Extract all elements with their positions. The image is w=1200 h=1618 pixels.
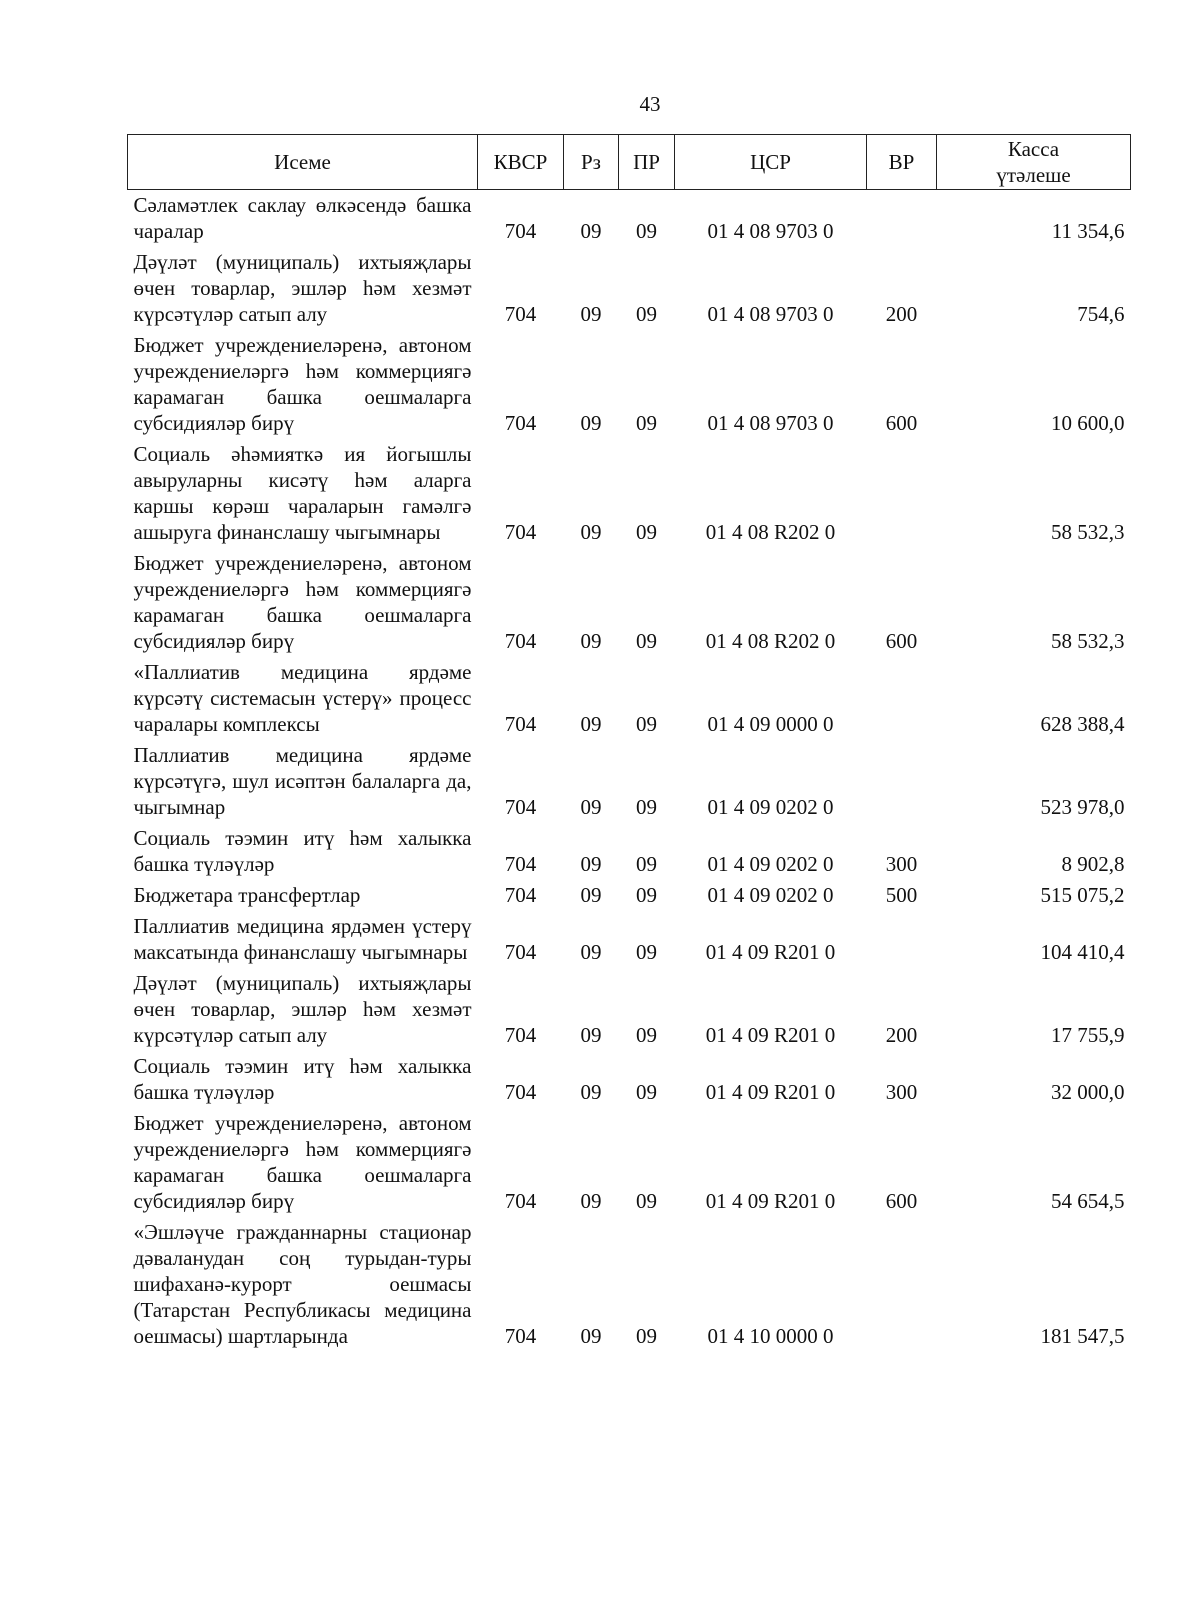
cell-vr: 200 bbox=[885, 302, 918, 326]
cell-name: Бюджетара трансфертлар bbox=[133, 883, 361, 907]
cell-name: Социаль тәэмин итү һәм халыкка башка түләүләр bbox=[133, 826, 472, 876]
cell-pr: 09 bbox=[636, 1324, 657, 1348]
cell-amount: 17 755,9 bbox=[1051, 1023, 1125, 1047]
header-rz: Рз bbox=[564, 135, 619, 190]
cell-amount: 515 075,2 bbox=[1040, 883, 1125, 907]
page-number-text: 43 bbox=[639, 92, 661, 116]
cell-csr: 01 4 08 R202 0 bbox=[705, 520, 836, 544]
cell-kvsr: 704 bbox=[504, 411, 537, 435]
cell-amount: 10 600,0 bbox=[1051, 411, 1125, 435]
cell-kvsr: 704 bbox=[504, 1324, 537, 1348]
table-row bbox=[128, 247, 1131, 330]
table-row bbox=[128, 880, 1131, 911]
cell-kvsr: 704 bbox=[504, 795, 537, 819]
cell-name: Социаль әһәмияткә ия йогышлы авыруларны кисәтү һәм аларга каршы көрәш чараларын гамәлгә ашыруга финанслашу чыгымнары bbox=[133, 442, 472, 544]
cell-rz: 09 bbox=[580, 940, 602, 964]
cell-csr: 01 4 08 9703 0 bbox=[707, 302, 834, 326]
cell-vr: 200 bbox=[885, 1023, 918, 1047]
cell-rz: 09 bbox=[580, 1023, 602, 1047]
cell-kvsr: 704 bbox=[504, 219, 537, 243]
header-amount-line1: Касса bbox=[1007, 137, 1060, 161]
cell-name: Бюджет учреждениеләренә, автоном учреждениеләргә һәм коммерциягә карамаган башка оешмаларга субсидияләр бирү bbox=[133, 1111, 472, 1213]
table-row bbox=[128, 439, 1131, 548]
cell-pr: 09 bbox=[636, 219, 657, 243]
cell-csr: 01 4 09 0202 0 bbox=[707, 883, 834, 907]
cell-rz: 09 bbox=[580, 520, 602, 544]
cell-name: Бюджет учреждениеләренә, автоном учреждениеләргә һәм коммерциягә карамаган башка оешмаларга субсидияләр бирү bbox=[133, 551, 472, 653]
table-row bbox=[128, 1051, 1131, 1108]
cell-vr bbox=[867, 740, 937, 823]
cell-kvsr: 704 bbox=[504, 883, 537, 907]
cell-csr: 01 4 09 R201 0 bbox=[705, 1023, 836, 1047]
cell-pr: 09 bbox=[636, 1023, 657, 1047]
cell-name: Социаль тәэмин итү һәм халыкка башка түләүләр bbox=[133, 1054, 472, 1104]
cell-csr: 01 4 09 R201 0 bbox=[705, 940, 836, 964]
cell-rz: 09 bbox=[580, 712, 602, 736]
cell-csr: 01 4 08 9703 0 bbox=[707, 219, 834, 243]
cell-vr bbox=[867, 439, 937, 548]
cell-kvsr: 704 bbox=[504, 520, 537, 544]
cell-pr: 09 bbox=[636, 852, 657, 876]
cell-kvsr: 704 bbox=[504, 1189, 537, 1213]
cell-pr: 09 bbox=[636, 520, 657, 544]
table-row bbox=[128, 911, 1131, 968]
cell-amount: 32 000,0 bbox=[1051, 1080, 1125, 1104]
cell-vr bbox=[867, 1217, 937, 1352]
cell-pr: 09 bbox=[636, 940, 657, 964]
cell-kvsr: 704 bbox=[504, 852, 537, 876]
table-row bbox=[128, 968, 1131, 1051]
header-csr: ЦСР bbox=[675, 135, 867, 190]
cell-kvsr: 704 bbox=[504, 1023, 537, 1047]
table-row bbox=[128, 190, 1131, 248]
cell-name: «Паллиатив медицина ярдәме күрсәтү системасын үстерү» процесс чаралары комплексы bbox=[133, 660, 472, 736]
cell-vr bbox=[867, 657, 937, 740]
cell-amount: 58 532,3 bbox=[1051, 629, 1125, 653]
cell-amount: 58 532,3 bbox=[1051, 520, 1125, 544]
cell-csr: 01 4 08 9703 0 bbox=[707, 411, 834, 435]
header-pr: ПР bbox=[619, 135, 675, 190]
cell-rz: 09 bbox=[580, 411, 602, 435]
table-row bbox=[128, 1108, 1131, 1217]
cell-kvsr: 704 bbox=[504, 1080, 537, 1104]
cell-kvsr: 704 bbox=[504, 712, 537, 736]
cell-pr: 09 bbox=[636, 629, 657, 653]
cell-vr: 600 bbox=[885, 629, 918, 653]
table-row bbox=[128, 330, 1131, 439]
cell-pr: 09 bbox=[636, 883, 657, 907]
table-header bbox=[128, 135, 1131, 190]
cell-amount: 523 978,0 bbox=[1040, 795, 1125, 819]
header-kvsr: КВСР bbox=[478, 135, 564, 190]
cell-pr: 09 bbox=[636, 1189, 657, 1213]
cell-pr: 09 bbox=[636, 795, 657, 819]
cell-name: «Эшләүче гражданнарны стационар дәваланудан соң турыдан-туры шифаханә-курорт оешмасы (Татарстан Республикасы медицина оешмасы) шартларында bbox=[133, 1220, 472, 1348]
table-row bbox=[128, 548, 1131, 657]
cell-csr: 01 4 09 0000 0 bbox=[707, 712, 834, 736]
cell-name: Паллиатив медицина ярдәмен үстерү максатында финанслашу чыгымнары bbox=[133, 914, 472, 964]
cell-kvsr: 704 bbox=[504, 629, 537, 653]
cell-name: Сәламәтлек саклау өлкәсендә башка чаралар bbox=[133, 193, 472, 243]
cell-vr: 600 bbox=[885, 411, 918, 435]
cell-name: Бюджет учреждениеләренә, автоном учреждениеләргә һәм коммерциягә карамаган башка оешмаларга субсидияләр бирү bbox=[133, 333, 472, 435]
cell-vr: 500 bbox=[885, 883, 918, 907]
cell-csr: 01 4 08 R202 0 bbox=[705, 629, 836, 653]
cell-amount: 8 902,8 bbox=[1061, 852, 1125, 876]
cell-name: Дәүләт (муниципаль) ихтыяҗлары өчен товарлар, эшләр һәм хезмәт күрсәтүләр сатып алу bbox=[133, 971, 472, 1047]
cell-amount: 628 388,4 bbox=[1040, 712, 1125, 736]
header-vr: ВР bbox=[867, 135, 937, 190]
header-name: Исеме bbox=[128, 135, 478, 190]
header-amount-line2: үтәлеше bbox=[996, 163, 1071, 187]
table-row bbox=[128, 823, 1131, 880]
cell-rz: 09 bbox=[580, 1189, 602, 1213]
cell-rz: 09 bbox=[580, 883, 602, 907]
cell-vr: 600 bbox=[885, 1189, 918, 1213]
cell-amount: 11 354,6 bbox=[1051, 219, 1125, 243]
cell-pr: 09 bbox=[636, 712, 657, 736]
cell-csr: 01 4 09 0202 0 bbox=[707, 852, 834, 876]
cell-amount: 54 654,5 bbox=[1051, 1189, 1125, 1213]
cell-amount: 104 410,4 bbox=[1040, 940, 1125, 964]
cell-kvsr: 704 bbox=[504, 940, 537, 964]
cell-kvsr: 704 bbox=[504, 302, 537, 326]
cell-vr bbox=[867, 911, 937, 968]
page-number bbox=[0, 92, 1200, 117]
cell-rz: 09 bbox=[580, 1080, 602, 1104]
cell-rz: 09 bbox=[580, 795, 602, 819]
cell-csr: 01 4 09 R201 0 bbox=[705, 1080, 836, 1104]
header-amount bbox=[937, 135, 1131, 190]
cell-name: Дәүләт (муниципаль) ихтыяҗлары өчен товарлар, эшләр һәм хезмәт күрсәтүләр сатып алу bbox=[133, 250, 472, 326]
cell-rz: 09 bbox=[580, 852, 602, 876]
cell-rz: 09 bbox=[580, 1324, 602, 1348]
cell-csr: 01 4 09 0202 0 bbox=[707, 795, 834, 819]
cell-csr: 01 4 09 R201 0 bbox=[705, 1189, 836, 1213]
table-row bbox=[128, 1217, 1131, 1352]
cell-name: Паллиатив медицина ярдәме күрсәтүгә, шул исәптән балаларга да, чыгымнар bbox=[133, 743, 472, 819]
cell-pr: 09 bbox=[636, 1080, 657, 1104]
cell-rz: 09 bbox=[580, 302, 602, 326]
budget-table bbox=[127, 134, 1131, 1352]
table-row bbox=[128, 740, 1131, 823]
cell-rz: 09 bbox=[580, 629, 602, 653]
cell-vr: 300 bbox=[885, 1080, 918, 1104]
cell-vr: 300 bbox=[885, 852, 918, 876]
cell-pr: 09 bbox=[636, 302, 657, 326]
cell-pr: 09 bbox=[636, 411, 657, 435]
cell-vr bbox=[867, 190, 937, 248]
header-row bbox=[128, 135, 1131, 190]
cell-rz: 09 bbox=[580, 219, 602, 243]
table-body bbox=[128, 190, 1131, 1353]
cell-amount: 754,6 bbox=[1077, 302, 1125, 326]
cell-csr: 01 4 10 0000 0 bbox=[707, 1324, 834, 1348]
table-row bbox=[128, 657, 1131, 740]
cell-amount: 181 547,5 bbox=[1040, 1324, 1125, 1348]
